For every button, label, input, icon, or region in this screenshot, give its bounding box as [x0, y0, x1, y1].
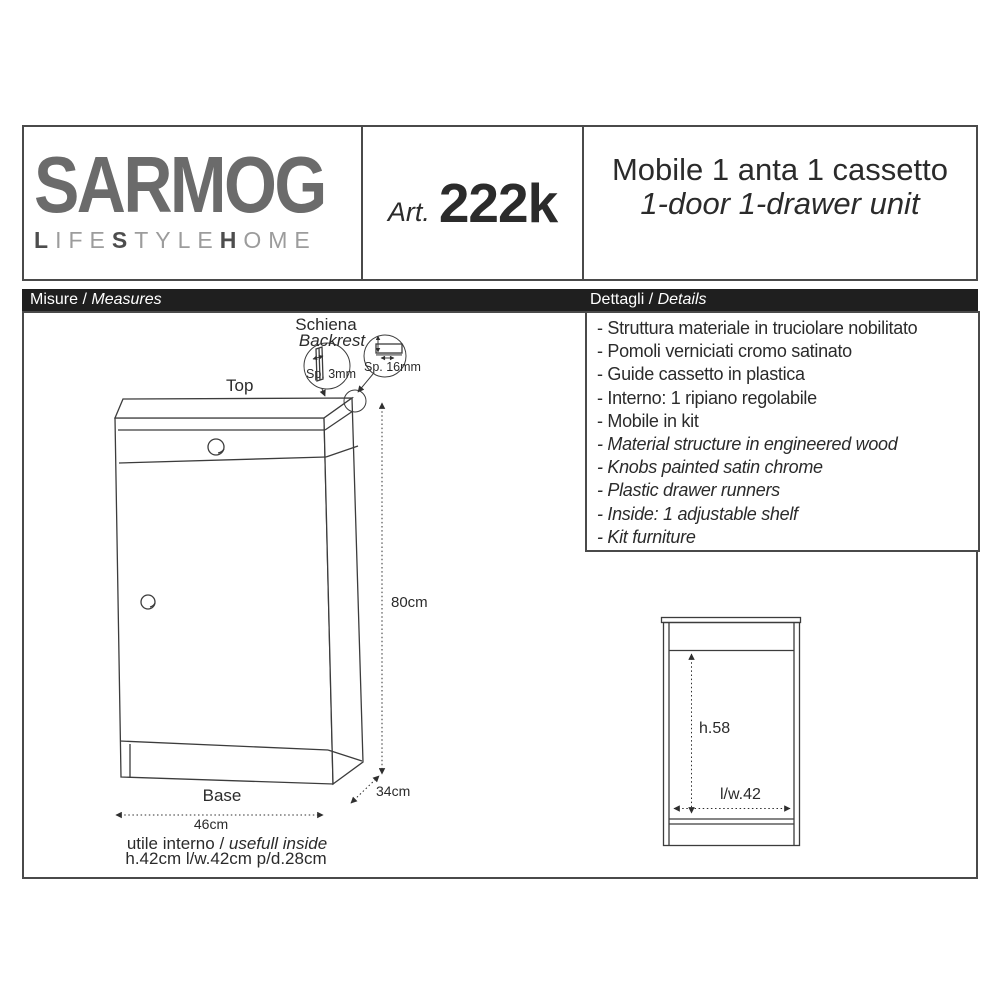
front-view-drawing	[582, 552, 978, 877]
tagline-segment: L	[34, 226, 56, 253]
content-box	[22, 311, 978, 879]
detail-item: - Plastic drawer runners	[597, 480, 780, 501]
product-title-it: Mobile 1 anta 1 cassetto	[611, 152, 949, 187]
inside-dims: h.42cm l/w.42cm p/d.28cm	[125, 849, 327, 868]
depth-dim-label: 34cm	[376, 783, 411, 799]
header	[22, 125, 978, 281]
article-cell	[361, 127, 582, 279]
details-label-sep: /	[644, 291, 658, 308]
inner-width-label: l/w.42	[720, 786, 761, 803]
section-bar	[22, 289, 978, 311]
detail-item: - Material structure in engineered wood	[597, 434, 898, 455]
width-dimension	[116, 786, 323, 832]
tagline-segment: S	[111, 226, 135, 253]
tagline-segment: IFE	[55, 226, 112, 253]
brand-tagline	[34, 226, 317, 253]
details-list	[597, 317, 978, 549]
section-title-measures	[30, 289, 162, 311]
measures-label-sep: /	[78, 291, 92, 308]
width-dim-label: 46cm	[193, 816, 229, 832]
brand-name: SARMOG	[34, 139, 325, 229]
inside-caption: utile interno / usefull inside	[126, 834, 328, 853]
backrest-thickness-label: Sp. 3mm	[306, 367, 357, 381]
measures-drawing	[24, 313, 582, 877]
height-dim-label: 80cm	[391, 594, 428, 611]
measures-label-en: Measures	[91, 291, 162, 308]
detail-item: - Interno: 1 ripiano regolabile	[597, 387, 817, 408]
backrest-label-en: Backrest	[298, 331, 366, 350]
product-title-en: 1-door 1-drawer unit	[640, 186, 920, 222]
cabinet-3d-view	[115, 390, 366, 784]
detail-item: - Pomoli verniciati cromo satinato	[597, 341, 852, 362]
details-label-it: Dettagli	[590, 291, 645, 308]
section-title-details	[590, 289, 707, 311]
tagline-segment: OME	[243, 226, 317, 253]
brand-logo	[24, 127, 361, 279]
base-label: Base	[202, 786, 242, 805]
article-label: Art.	[387, 196, 430, 227]
details-box	[585, 311, 980, 552]
product-title-cell	[582, 127, 976, 279]
backrest-label-it: Schiena	[295, 315, 357, 334]
detail-item: - Knobs painted satin chrome	[597, 457, 823, 478]
article-code: 222k	[438, 172, 558, 234]
tagline-segment: H	[219, 226, 244, 253]
detail-item: - Inside: 1 adjustable shelf	[597, 503, 798, 524]
measures-label-it: Misure	[30, 291, 79, 308]
top-label: Top	[226, 376, 254, 395]
detail-item: - Guide cassetto in plastica	[597, 364, 805, 385]
detail-item: - Kit furniture	[597, 526, 696, 547]
tagline-segment: TYLE	[134, 226, 220, 253]
detail-item: - Struttura materiale in truciolare nobilitato	[597, 318, 918, 338]
inner-height-label: h.58	[699, 720, 731, 737]
detail-item: - Mobile in kit	[597, 410, 699, 431]
top-thickness-label: Sp. 16mm	[364, 360, 421, 374]
depth-dimension	[351, 776, 410, 803]
height-dimension	[382, 403, 428, 774]
details-label-en: Details	[657, 291, 707, 308]
cabinet-front-view	[662, 618, 801, 846]
